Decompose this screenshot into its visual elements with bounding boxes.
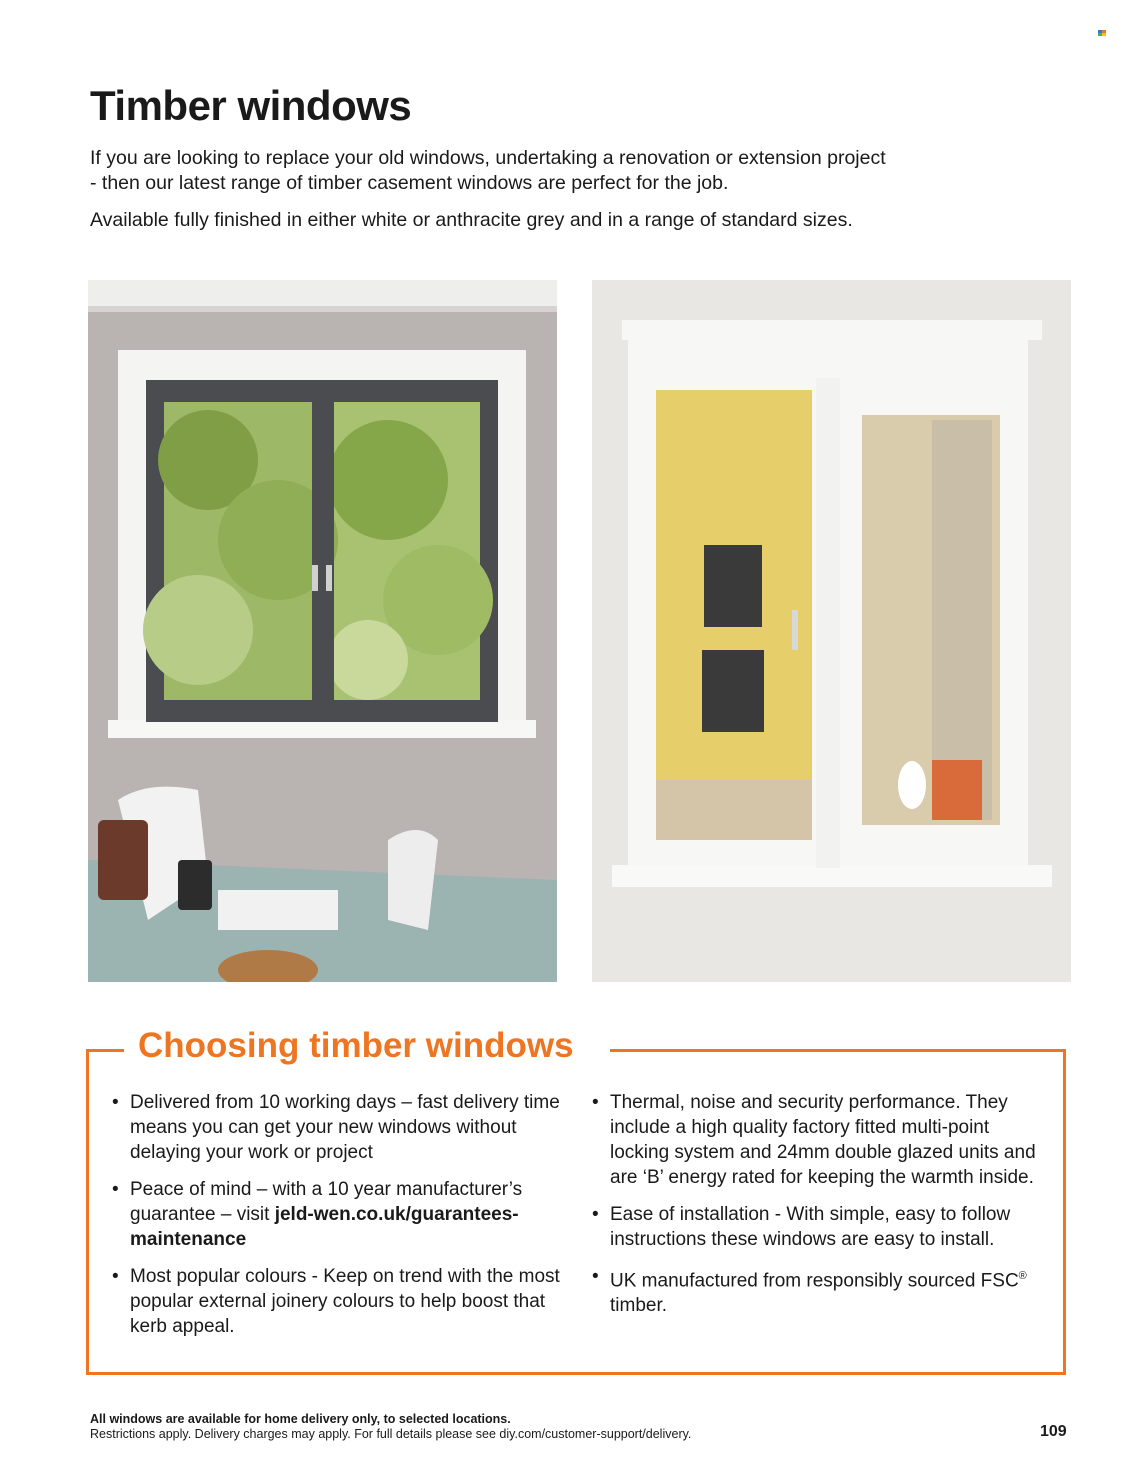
footer-note: Restrictions apply. Delivery charges may apply. For full details please see diy.com/customer-support/delivery.	[90, 1427, 692, 1441]
box-title: Choosing timber windows	[138, 1026, 574, 1065]
intro-finish-paragraph: Available fully finished in either white or anthracite grey and in a range of standard sizes.	[90, 209, 853, 231]
benefits-list-right	[592, 1090, 1052, 1330]
window-photo-icon	[88, 280, 557, 982]
list-item: • UK manufactured from responsibly sourced FSC® timber.	[592, 1264, 1052, 1318]
footer-note-bold: All windows are available for home delivery only, to selected locations.	[90, 1412, 511, 1426]
white-window-photo	[592, 280, 1071, 982]
anthracite-window-photo	[88, 280, 557, 982]
guarantee-link[interactable]: jeld-wen.co.uk/guarantees-maintenance	[130, 1204, 519, 1250]
page-title: Timber windows	[90, 82, 412, 129]
brand-mark-icon	[1098, 30, 1106, 36]
intro-line-2: - then our latest range of timber casement windows are perfect for the job.	[90, 172, 729, 194]
page-number: 109	[1040, 1423, 1067, 1440]
intro-line-1: If you are looking to replace your old windows, undertaking a renovation or extension project	[90, 147, 886, 169]
intro-paragraph	[90, 146, 990, 196]
list-item: • Delivered from 10 working days – fast delivery time means you can get your new windows without delaying your work or project	[112, 1090, 572, 1165]
list-item: • Peace of mind – with a 10 year manufacturer’s guarantee – visit jeld-wen.co.uk/guarantees-maintenance	[112, 1177, 572, 1252]
window-photo-icon	[592, 280, 1071, 982]
benefits-list-left	[112, 1090, 572, 1351]
list-item: • Ease of installation - With simple, easy to follow instructions these windows are easy to install.	[592, 1202, 1052, 1252]
list-item: • Thermal, noise and security performance. They include a high quality factory fitted multi-point locking system and 24mm double glazed units and are ‘B’ energy rated for keeping the warmth inside.	[592, 1090, 1052, 1190]
box-top-border-left	[86, 1049, 124, 1052]
box-top-border-right	[610, 1049, 1066, 1052]
list-item: • Most popular colours - Keep on trend with the most popular external joinery colours to help boost that kerb appeal.	[112, 1264, 572, 1339]
registered-mark: ®	[1018, 1270, 1027, 1282]
